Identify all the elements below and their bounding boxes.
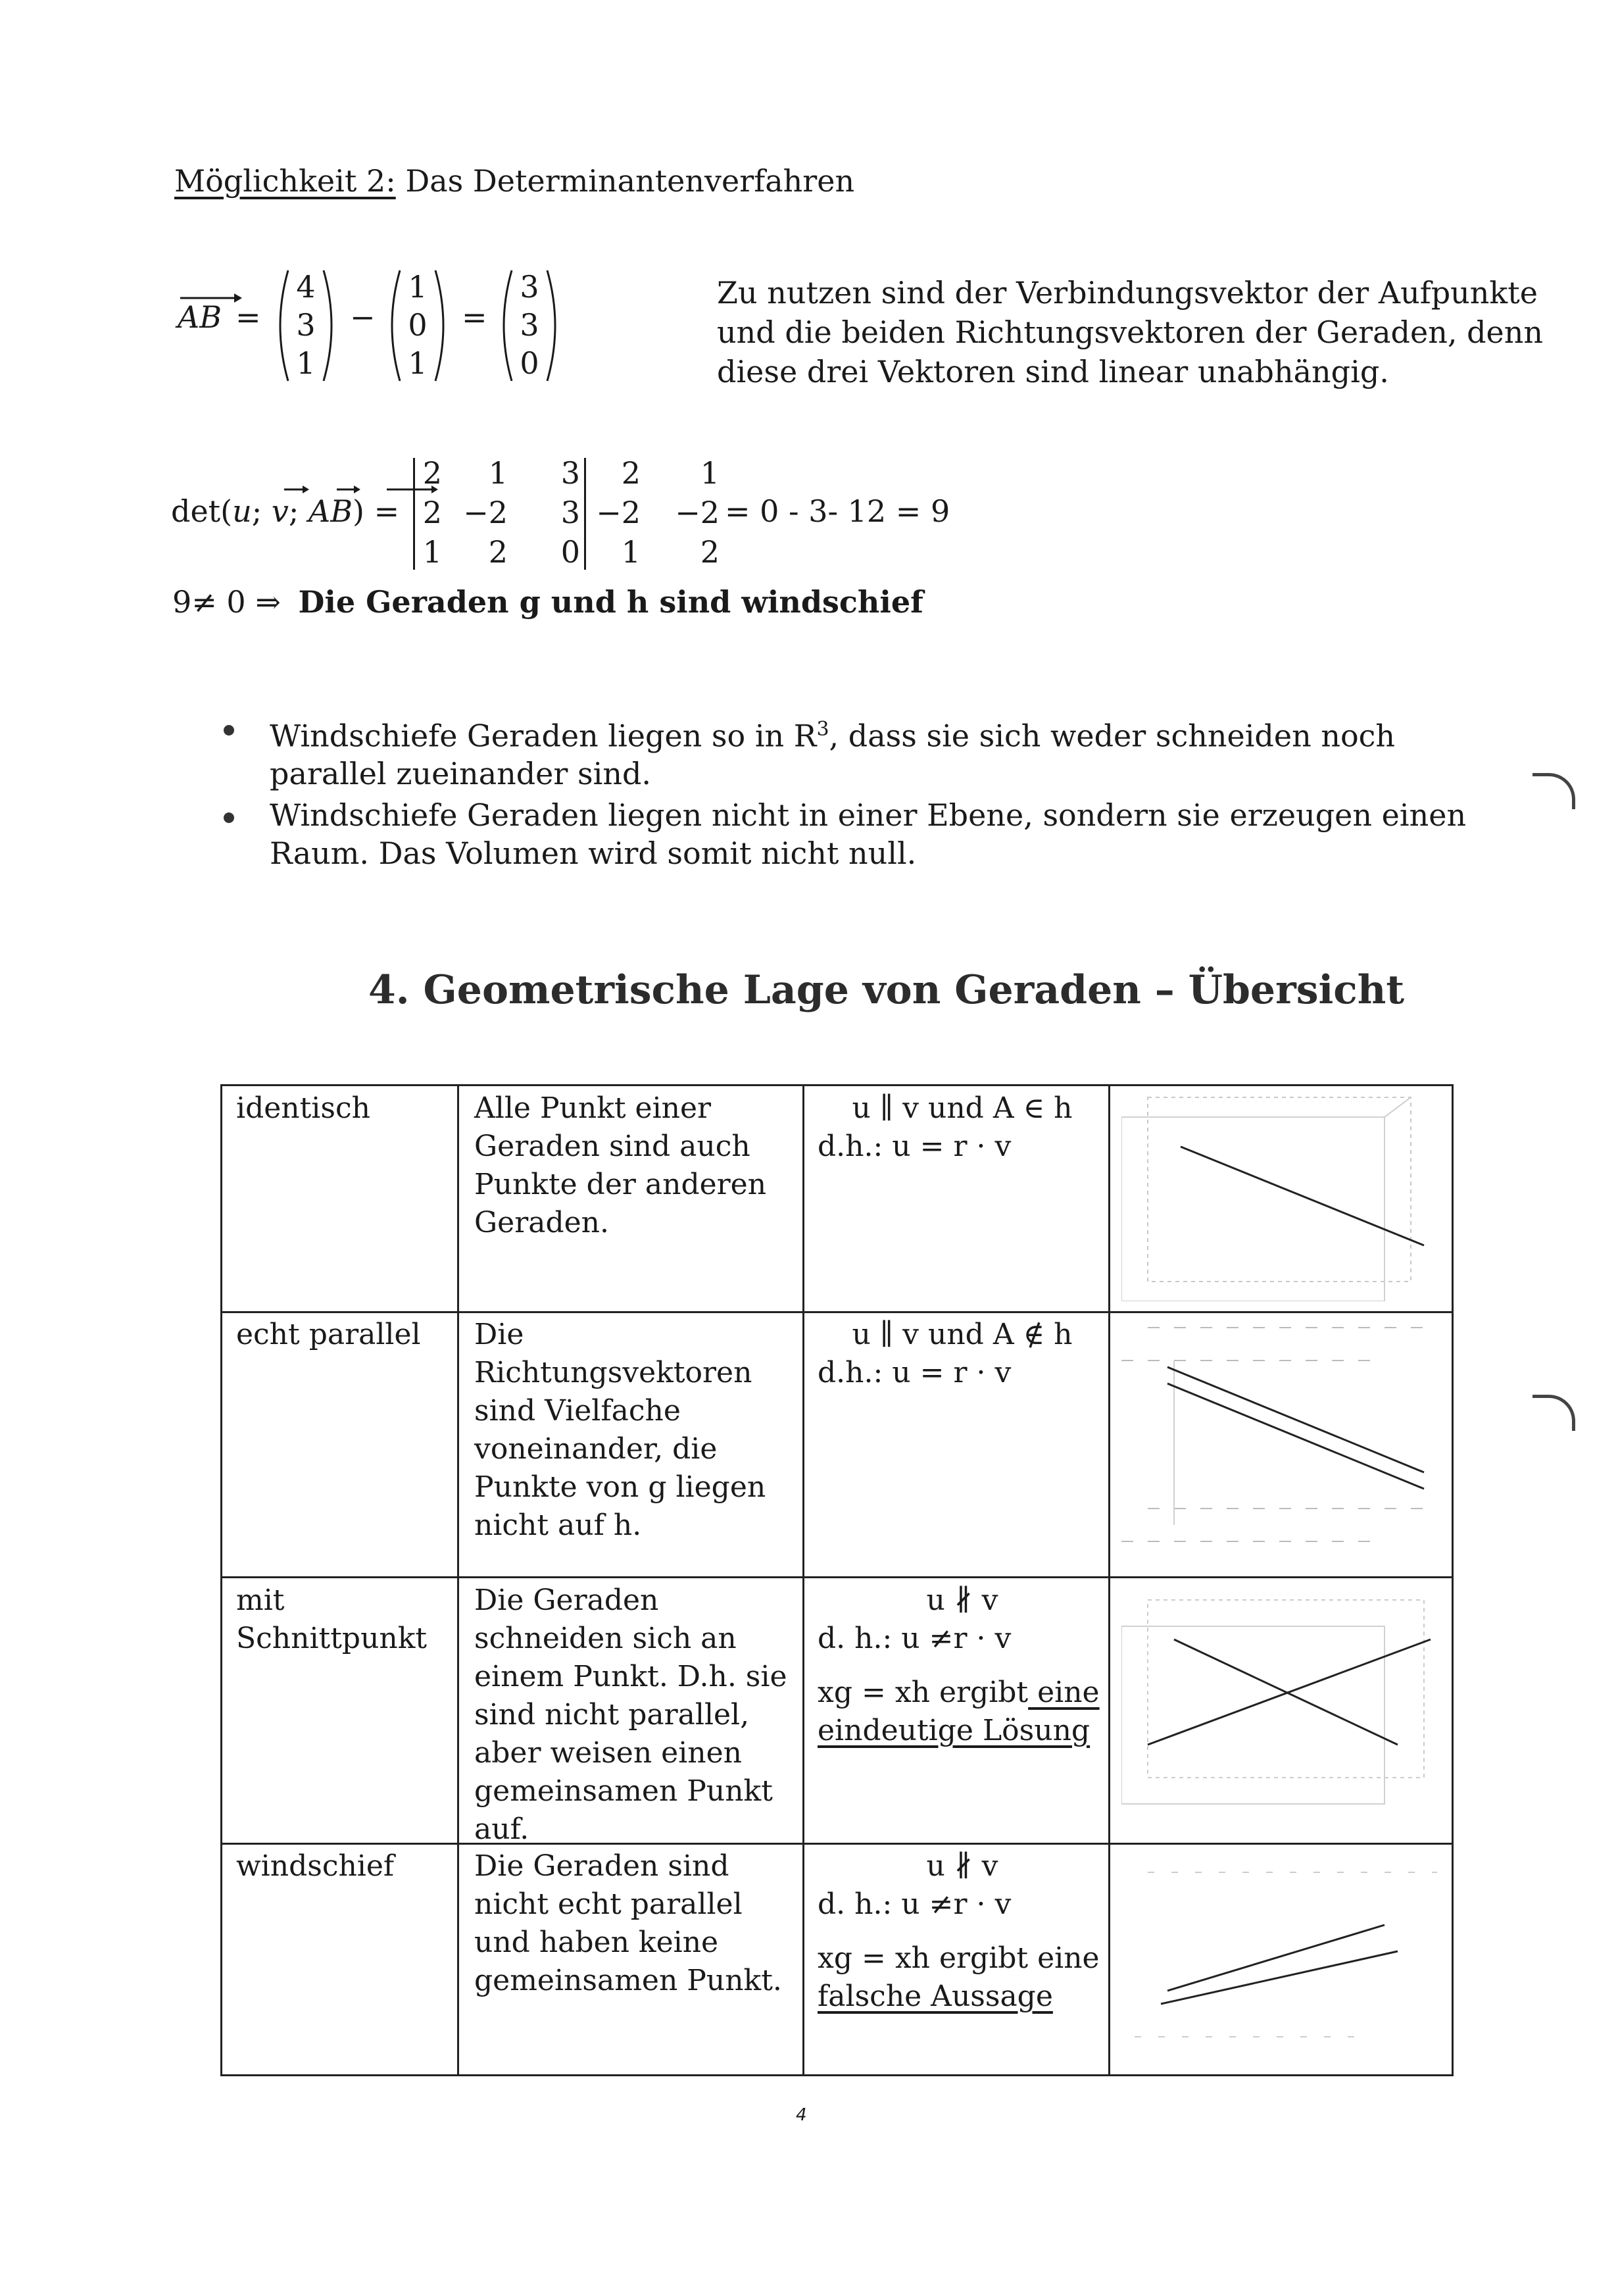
section-title: 4. Geometrische Lage von Geraden – Übersicht bbox=[368, 967, 1405, 1013]
section-heading bbox=[174, 163, 854, 199]
det-cell: 1 bbox=[488, 455, 508, 491]
table-row-cond bbox=[818, 1674, 1107, 1750]
det-result: = 0 - 3- 12 = 9 bbox=[725, 493, 950, 529]
table-border bbox=[1452, 1084, 1454, 2076]
vector-b-2: 0 bbox=[408, 307, 428, 343]
det-label bbox=[171, 493, 399, 530]
det-cell: 1 bbox=[621, 534, 641, 570]
parallel-lines-sketch bbox=[1121, 1321, 1444, 1564]
table-border bbox=[802, 1084, 804, 2076]
table-row-name: windschief bbox=[236, 1849, 395, 1883]
table-border bbox=[1108, 1084, 1110, 2076]
det-v: v bbox=[271, 493, 289, 529]
skew-lines-sketch bbox=[1121, 1853, 1444, 2070]
det-cell: 2 bbox=[621, 455, 641, 491]
cond-text: xg = xh ergibt eine bbox=[818, 1941, 1100, 1975]
vector-a-1: 4 bbox=[296, 269, 316, 305]
table-row-name: mit Schnittpunkt bbox=[236, 1584, 428, 1655]
det-cell: 2 bbox=[422, 455, 442, 491]
det-cell: 3 bbox=[560, 495, 580, 530]
det-u: u bbox=[232, 493, 252, 529]
det-prefix: det( bbox=[171, 493, 233, 529]
intersecting-lines-sketch bbox=[1121, 1587, 1444, 1830]
overview-table bbox=[220, 1084, 1454, 2078]
table-row-cond: d. h.: u ≠r · v bbox=[818, 1887, 1012, 1921]
det-cell: 3 bbox=[560, 455, 580, 491]
vector-equation bbox=[178, 266, 572, 398]
vector-a-2: 3 bbox=[296, 307, 316, 343]
equals-sign: = bbox=[235, 299, 261, 335]
table-row-cond: u ∦ v bbox=[926, 1584, 998, 1617]
table-border bbox=[220, 1843, 1454, 1845]
minus-sign: − bbox=[350, 299, 376, 335]
page-number: 4 bbox=[796, 2105, 807, 2125]
bullet-1-text-b: , dass sie sich weder schneiden noch parallel zueinander sind. bbox=[270, 718, 1396, 792]
bullet-1-sup: 3 bbox=[816, 718, 829, 741]
table-border bbox=[220, 1576, 1454, 1578]
identical-lines-sketch bbox=[1121, 1091, 1444, 1301]
cond-underlined: falsche Aussage bbox=[818, 1980, 1053, 2013]
det-sep-1: ; bbox=[251, 493, 262, 529]
bullet-icon bbox=[224, 812, 234, 823]
cond-underlined: eine bbox=[1028, 1676, 1100, 1709]
table-row-name: echt parallel bbox=[236, 1318, 421, 1351]
table-row-cond: u ∦ v bbox=[926, 1849, 998, 1883]
table-row-cond: d.h.: u = r · v bbox=[818, 1130, 1012, 1163]
det-cell: 2 bbox=[488, 534, 508, 570]
table-row-cond: d. h.: u ≠r · v bbox=[818, 1622, 1012, 1655]
conclusion-bold: Die Geraden g und h sind windschief bbox=[298, 584, 923, 620]
heading-rest: Das Determinantenverfahren bbox=[395, 163, 855, 199]
bullet-1-text: Windschiefe Geraden liegen so in R bbox=[270, 718, 817, 754]
table-border bbox=[220, 2074, 1454, 2076]
punch-hole-icon bbox=[1532, 1395, 1575, 1431]
vector-b-3: 1 bbox=[408, 345, 428, 381]
cond-text: xg = xh ergibt bbox=[818, 1676, 1029, 1709]
side-note bbox=[717, 273, 1543, 391]
vector-a-3: 1 bbox=[296, 345, 316, 381]
vector-ab-1: 3 bbox=[520, 269, 539, 305]
table-border bbox=[457, 1084, 459, 2076]
table-border bbox=[220, 1311, 1454, 1313]
det-cell: 2 bbox=[700, 534, 720, 570]
note-line-2: und die beiden Richtungsvektoren der Geraden, denn bbox=[717, 314, 1543, 350]
vector-b-1: 1 bbox=[408, 269, 428, 305]
vector-ab-2: 3 bbox=[520, 307, 539, 343]
vector-ab-3: 0 bbox=[520, 345, 539, 381]
table-row-desc: Die Geraden sind nicht echt parallel und haben keine gemeinsamen Punkt. bbox=[474, 1849, 782, 1997]
cond-underlined: eindeutige Lösung bbox=[818, 1714, 1091, 1747]
equals-sign-2: = bbox=[462, 299, 487, 335]
heading-label: Möglichkeit 2: bbox=[174, 163, 396, 199]
det-bar-left bbox=[413, 458, 415, 570]
table-row-cond: d.h.: u = r · v bbox=[818, 1356, 1012, 1389]
note-line-1: Zu nutzen sind der Verbindungsvektor der Aufpunkte bbox=[717, 275, 1538, 311]
det-cell: 1 bbox=[700, 455, 720, 491]
table-row-cond: u ∥ v und A ∉ h bbox=[852, 1318, 1073, 1351]
table-row-desc: Alle Punkt einer Geraden sind auch Punkte der anderen Geraden. bbox=[474, 1091, 767, 1239]
det-bar-middle bbox=[584, 458, 586, 570]
det-sep-2: ; bbox=[288, 493, 299, 529]
bullet-2 bbox=[270, 796, 1519, 872]
vector-ab-label: AB bbox=[178, 299, 222, 335]
table-border bbox=[220, 1084, 222, 2076]
conclusion-prefix: 9≠ 0 ⇒ bbox=[172, 584, 281, 620]
conclusion bbox=[172, 584, 923, 620]
bullet-icon bbox=[224, 725, 234, 736]
det-close: ) = bbox=[353, 493, 400, 529]
table-row-desc: Die Geraden schneiden sich an einem Punkt. D.h. sie sind nicht parallel, aber weisen einen gemeinsamen Punkt auf. bbox=[474, 1584, 787, 1846]
det-cell: −2 bbox=[596, 495, 641, 530]
det-cell: 0 bbox=[560, 534, 580, 570]
determinant bbox=[171, 454, 960, 579]
det-ab: AB bbox=[308, 493, 353, 529]
table-row-cond bbox=[818, 1939, 1107, 2016]
vector-arrow-icon bbox=[178, 291, 243, 305]
table-row-cond: u ∥ v und A ∈ h bbox=[852, 1091, 1073, 1125]
det-cell: −2 bbox=[675, 495, 720, 530]
punch-hole-icon bbox=[1532, 773, 1575, 809]
bullet-2-text: Windschiefe Geraden liegen nicht in einer Ebene, sondern sie erzeugen einen Raum. Das Volumen wird somit nicht null. bbox=[270, 797, 1467, 871]
note-line-3: diese drei Vektoren sind linear unabhängig. bbox=[717, 354, 1389, 389]
bullet-1 bbox=[270, 711, 1519, 793]
det-cell: −2 bbox=[463, 495, 508, 530]
table-row-name: identisch bbox=[236, 1091, 370, 1125]
det-cell: 1 bbox=[422, 534, 442, 570]
table-border bbox=[220, 1084, 1454, 1086]
det-cell: 2 bbox=[422, 495, 442, 530]
table-row-desc: Die Richtungsvektoren sind Vielfache voneinander, die Punkte von g liegen nicht auf h. bbox=[474, 1318, 766, 1542]
